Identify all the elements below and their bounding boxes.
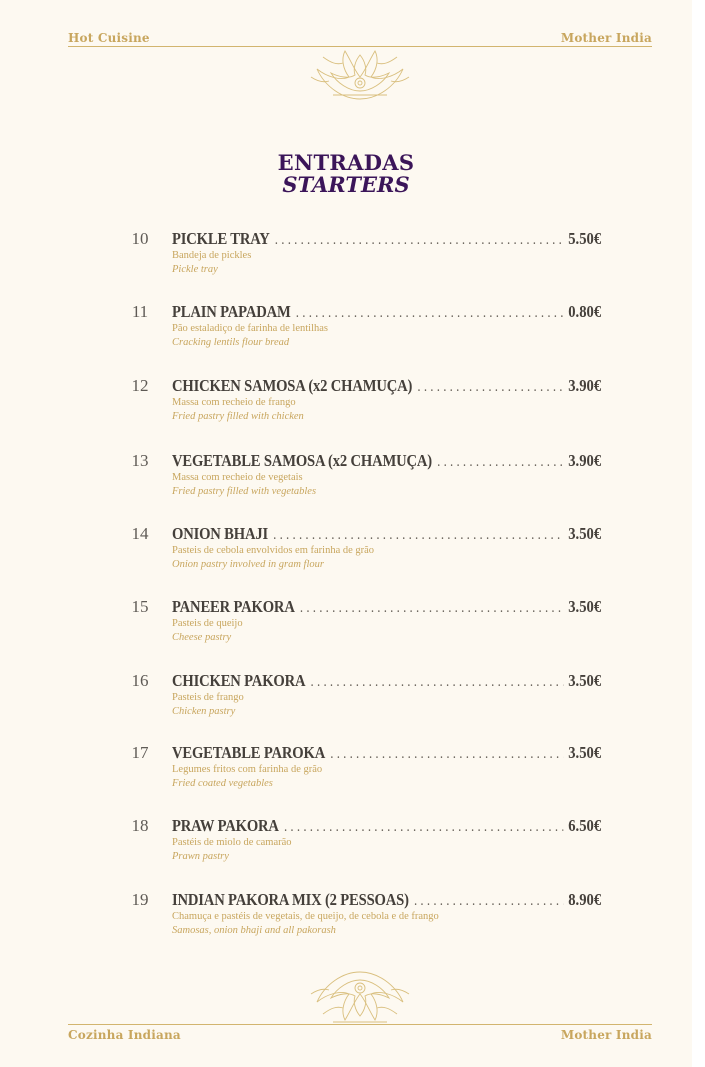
item-number: 17	[131, 743, 149, 762]
item-line	[172, 671, 601, 691]
item-name: INDIAN PAKORA MIX (2 PESSOAS)	[172, 890, 409, 909]
menu-item	[0, 229, 692, 289]
page-footer	[68, 1028, 652, 1042]
dot-leader	[284, 819, 563, 836]
dot-leader	[311, 674, 564, 691]
item-description-pt: Pasteis de frango	[172, 692, 244, 703]
item-price: 3.90€	[568, 376, 602, 395]
item-price: 3.50€	[568, 671, 602, 690]
item-description-pt: Massa com recheio de vegetais	[172, 472, 303, 483]
menu-item	[0, 597, 692, 657]
footer-divider	[68, 1024, 652, 1025]
item-description-en: Cracking lentils flour bread	[172, 337, 290, 348]
item-name: PLAIN PAPADAM	[172, 302, 291, 321]
item-description-pt: Pão estaladiço de farinha de lentilhas	[172, 323, 328, 334]
item-price: 3.50€	[568, 524, 602, 543]
item-price: 0.80€	[568, 302, 602, 321]
page-edge	[692, 0, 705, 1067]
mandala-ornament-icon	[303, 47, 417, 103]
page-header	[68, 31, 652, 45]
item-price: 5.50€	[568, 229, 602, 248]
item-line	[172, 524, 601, 544]
item-description-pt: Pasteis de queijo	[172, 618, 243, 629]
item-name: VEGETABLE PAROKA	[172, 743, 326, 762]
item-description-en: Samosas, onion bhaji and all pakorash	[172, 925, 336, 936]
item-description-en: Fried coated vegetables	[172, 778, 273, 789]
item-price: 3.90€	[568, 451, 602, 470]
item-description-en: Fried pastry filled with vegetables	[172, 486, 317, 497]
dot-leader	[273, 527, 563, 544]
item-price: 6.50€	[568, 816, 602, 835]
item-line	[172, 302, 601, 322]
menu-item	[0, 302, 692, 362]
item-name: CHICKEN PAKORA	[172, 671, 306, 690]
item-line	[172, 816, 601, 836]
dot-leader	[437, 454, 563, 471]
item-description-pt: Pasteis de cebola envolvidos em farinha de grão	[172, 545, 375, 556]
dot-leader	[275, 232, 563, 249]
item-name: PICKLE TRAY	[172, 229, 270, 248]
item-number: 10	[131, 229, 149, 248]
item-description-pt: Pastéis de miolo de camarão	[172, 837, 292, 848]
item-line	[172, 743, 601, 763]
item-price: 3.50€	[568, 597, 602, 616]
item-description-pt: Chamuça e pastéis de vegetais, de queijo, de cebola e de frango	[172, 911, 439, 922]
item-number: 14	[131, 524, 149, 543]
item-line	[172, 451, 601, 471]
item-name: ONION BHAJI	[172, 524, 268, 543]
item-number: 19	[131, 890, 149, 909]
item-name: PRAW PAKORA	[172, 816, 279, 835]
item-number: 18	[131, 816, 149, 835]
dot-leader	[296, 305, 563, 322]
menu-item	[0, 451, 692, 511]
section-title-pt: ENTRADAS	[277, 150, 415, 175]
item-number: 13	[131, 451, 149, 470]
dot-leader	[414, 893, 563, 910]
menu-item	[0, 376, 692, 436]
item-description-en: Cheese pastry	[172, 632, 232, 643]
dot-leader	[417, 379, 563, 396]
item-number: 16	[131, 671, 149, 690]
menu-item	[0, 890, 692, 950]
dot-leader	[300, 600, 563, 617]
item-line	[172, 376, 601, 396]
dot-leader	[330, 746, 563, 763]
item-description-en: Prawn pastry	[172, 851, 229, 862]
item-description-pt: Legumes fritos com farinha de grão	[172, 764, 323, 775]
item-line	[172, 597, 601, 617]
item-description-en: Pickle tray	[172, 264, 218, 275]
header-left: Hot Cuisine	[68, 31, 150, 45]
footer-right: Mother India	[560, 1028, 652, 1042]
item-name: CHICKEN SAMOSA (x2 CHAMUÇA)	[172, 376, 413, 395]
item-description-en: Onion pastry involved in gram flour	[172, 559, 324, 570]
item-price: 3.50€	[568, 743, 602, 762]
mandala-ornament-icon	[303, 968, 417, 1024]
item-description-pt: Bandeja de pickles	[172, 250, 252, 261]
item-description-pt: Massa com recheio de frango	[172, 397, 296, 408]
section-title-en: STARTERS	[282, 172, 410, 197]
header-right: Mother India	[560, 31, 652, 45]
item-name: VEGETABLE SAMOSA (x2 CHAMUÇA)	[172, 451, 432, 470]
item-name: PANEER PAKORA	[172, 597, 295, 616]
menu-item	[0, 743, 692, 803]
item-price: 8.90€	[568, 890, 602, 909]
footer-left: Cozinha Indiana	[68, 1028, 181, 1042]
item-number: 15	[131, 597, 149, 616]
menu-item	[0, 524, 692, 584]
item-line	[172, 890, 601, 910]
item-line	[172, 229, 601, 249]
item-number: 12	[131, 376, 149, 395]
menu-item	[0, 816, 692, 876]
item-number: 11	[131, 302, 149, 321]
item-description-en: Chicken pastry	[172, 706, 236, 717]
menu-item	[0, 671, 692, 731]
item-description-en: Fried pastry filled with chicken	[172, 411, 304, 422]
